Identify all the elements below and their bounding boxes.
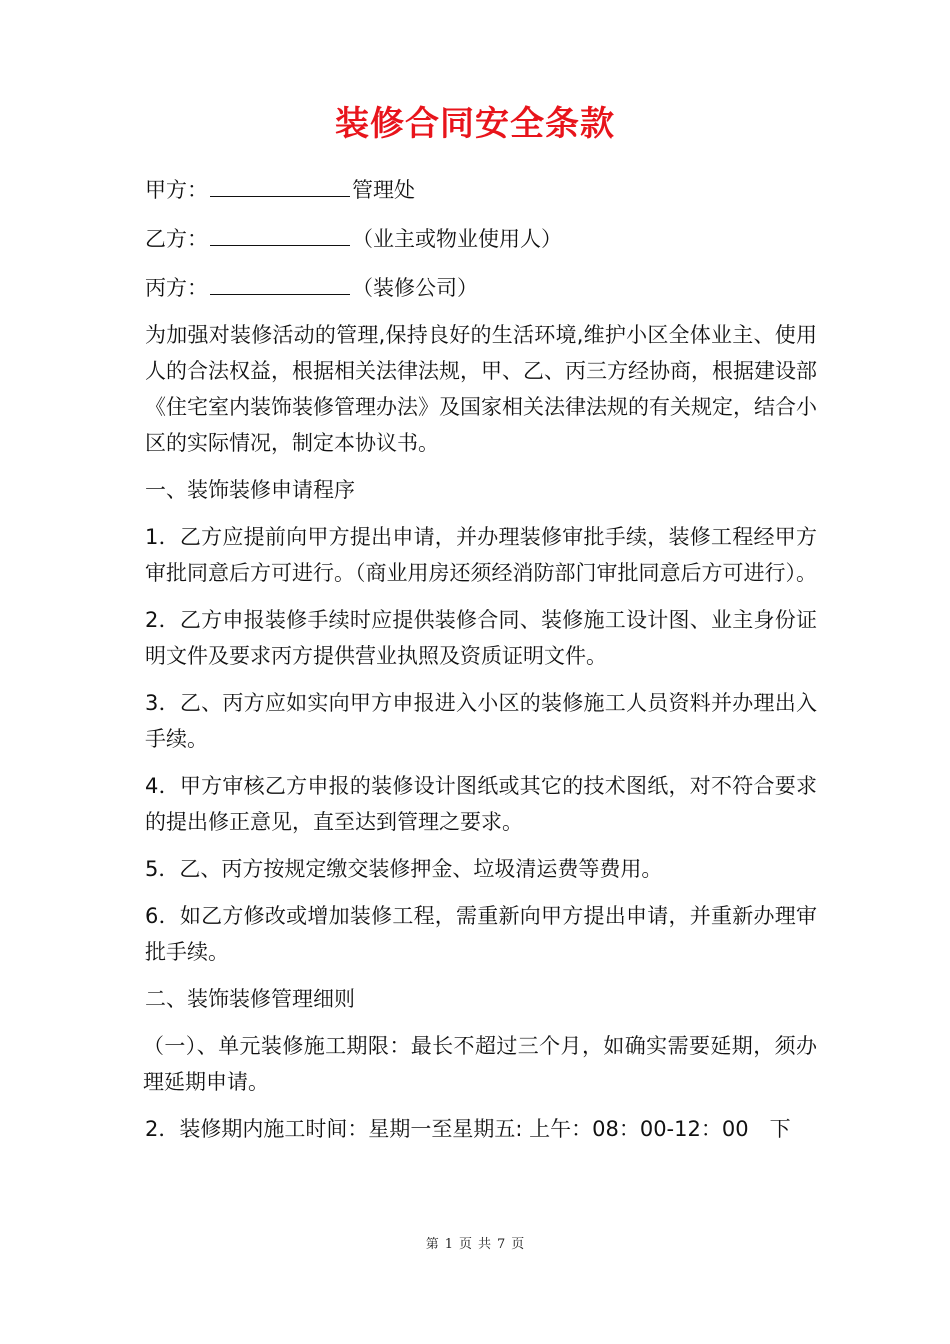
party-a-suffix: 管理处: [352, 178, 415, 202]
footer-total-pages: 7: [497, 1237, 506, 1252]
party-b-suffix: （业主或物业使用人）: [352, 227, 562, 251]
section-1-item-1: 1．乙方应提前向甲方提出申请，并办理装修审批手续，装修工程经甲方审批同意后方可进行。（商业用房还须经消防部门审批同意后方可进行）。: [145, 525, 817, 585]
party-b-label: 乙方：: [145, 227, 208, 251]
party-c-blank: [210, 268, 350, 295]
preamble-paragraph: 为加强对装修活动的管理,保持良好的生活环境,维护小区全体业主、使用人的合法权益，根据相关法律法规，甲、乙、丙三方经协商，根据建设部《住宅室内装饰装修管理办法》及国家相关法律法规的有关规定，结合小区的实际情况，制定本协议书。: [145, 323, 817, 455]
page-title: 装修合同安全条款: [335, 104, 615, 144]
party-a-label: 甲方：: [145, 178, 208, 202]
section-2-heading: 二、装饰装修管理细则: [145, 987, 355, 1011]
document-body: [145, 170, 817, 1158]
footer-prefix: 第: [425, 1237, 439, 1252]
section-2-item-2: 2．装修期内施工时间：星期一至星期五: 上午：08：00-12：00 下: [145, 1117, 791, 1141]
party-b-line: [145, 219, 817, 257]
section-1-item-5: 5．乙、丙方按规定缴交装修押金、垃圾清运费等费用。: [145, 857, 663, 881]
section-1-item-6: 6．如乙方修改或增加装修工程，需重新向甲方提出申请，并重新办理审批手续。: [145, 904, 817, 964]
footer-total-prefix: 共: [478, 1237, 492, 1252]
footer-page-number: 1: [444, 1237, 453, 1252]
section-1-item-2: 2．乙方申报装修手续时应提供装修合同、装修施工设计图、业主身份证明文件及要求丙方提供营业执照及资质证明文件。: [145, 608, 817, 668]
party-c-suffix: （装修公司）: [352, 276, 478, 300]
section-2-item-1: （一）、单元装修施工期限：最长不超过三个月，如确实需要延期，须办理延期申请。: [143, 1034, 817, 1094]
party-a-blank: [210, 170, 350, 197]
footer-page-word: 页: [458, 1237, 472, 1252]
page-footer: [0, 1233, 950, 1252]
party-c-label: 丙方：: [145, 276, 208, 300]
party-c-line: [145, 268, 817, 306]
party-a-line: [145, 170, 817, 208]
party-b-blank: [210, 219, 350, 246]
section-1-item-4: 4．甲方审核乙方申报的装修设计图纸或其它的技术图纸，对不符合要求的提出修正意见，直至达到管理之要求。: [145, 774, 817, 834]
footer-suffix: 页: [511, 1237, 525, 1252]
section-1-item-3: 3．乙、丙方应如实向甲方申报进入小区的装修施工人员资料并办理出入手续。: [145, 691, 817, 751]
section-1-heading: 一、装饰装修申请程序: [145, 478, 355, 502]
